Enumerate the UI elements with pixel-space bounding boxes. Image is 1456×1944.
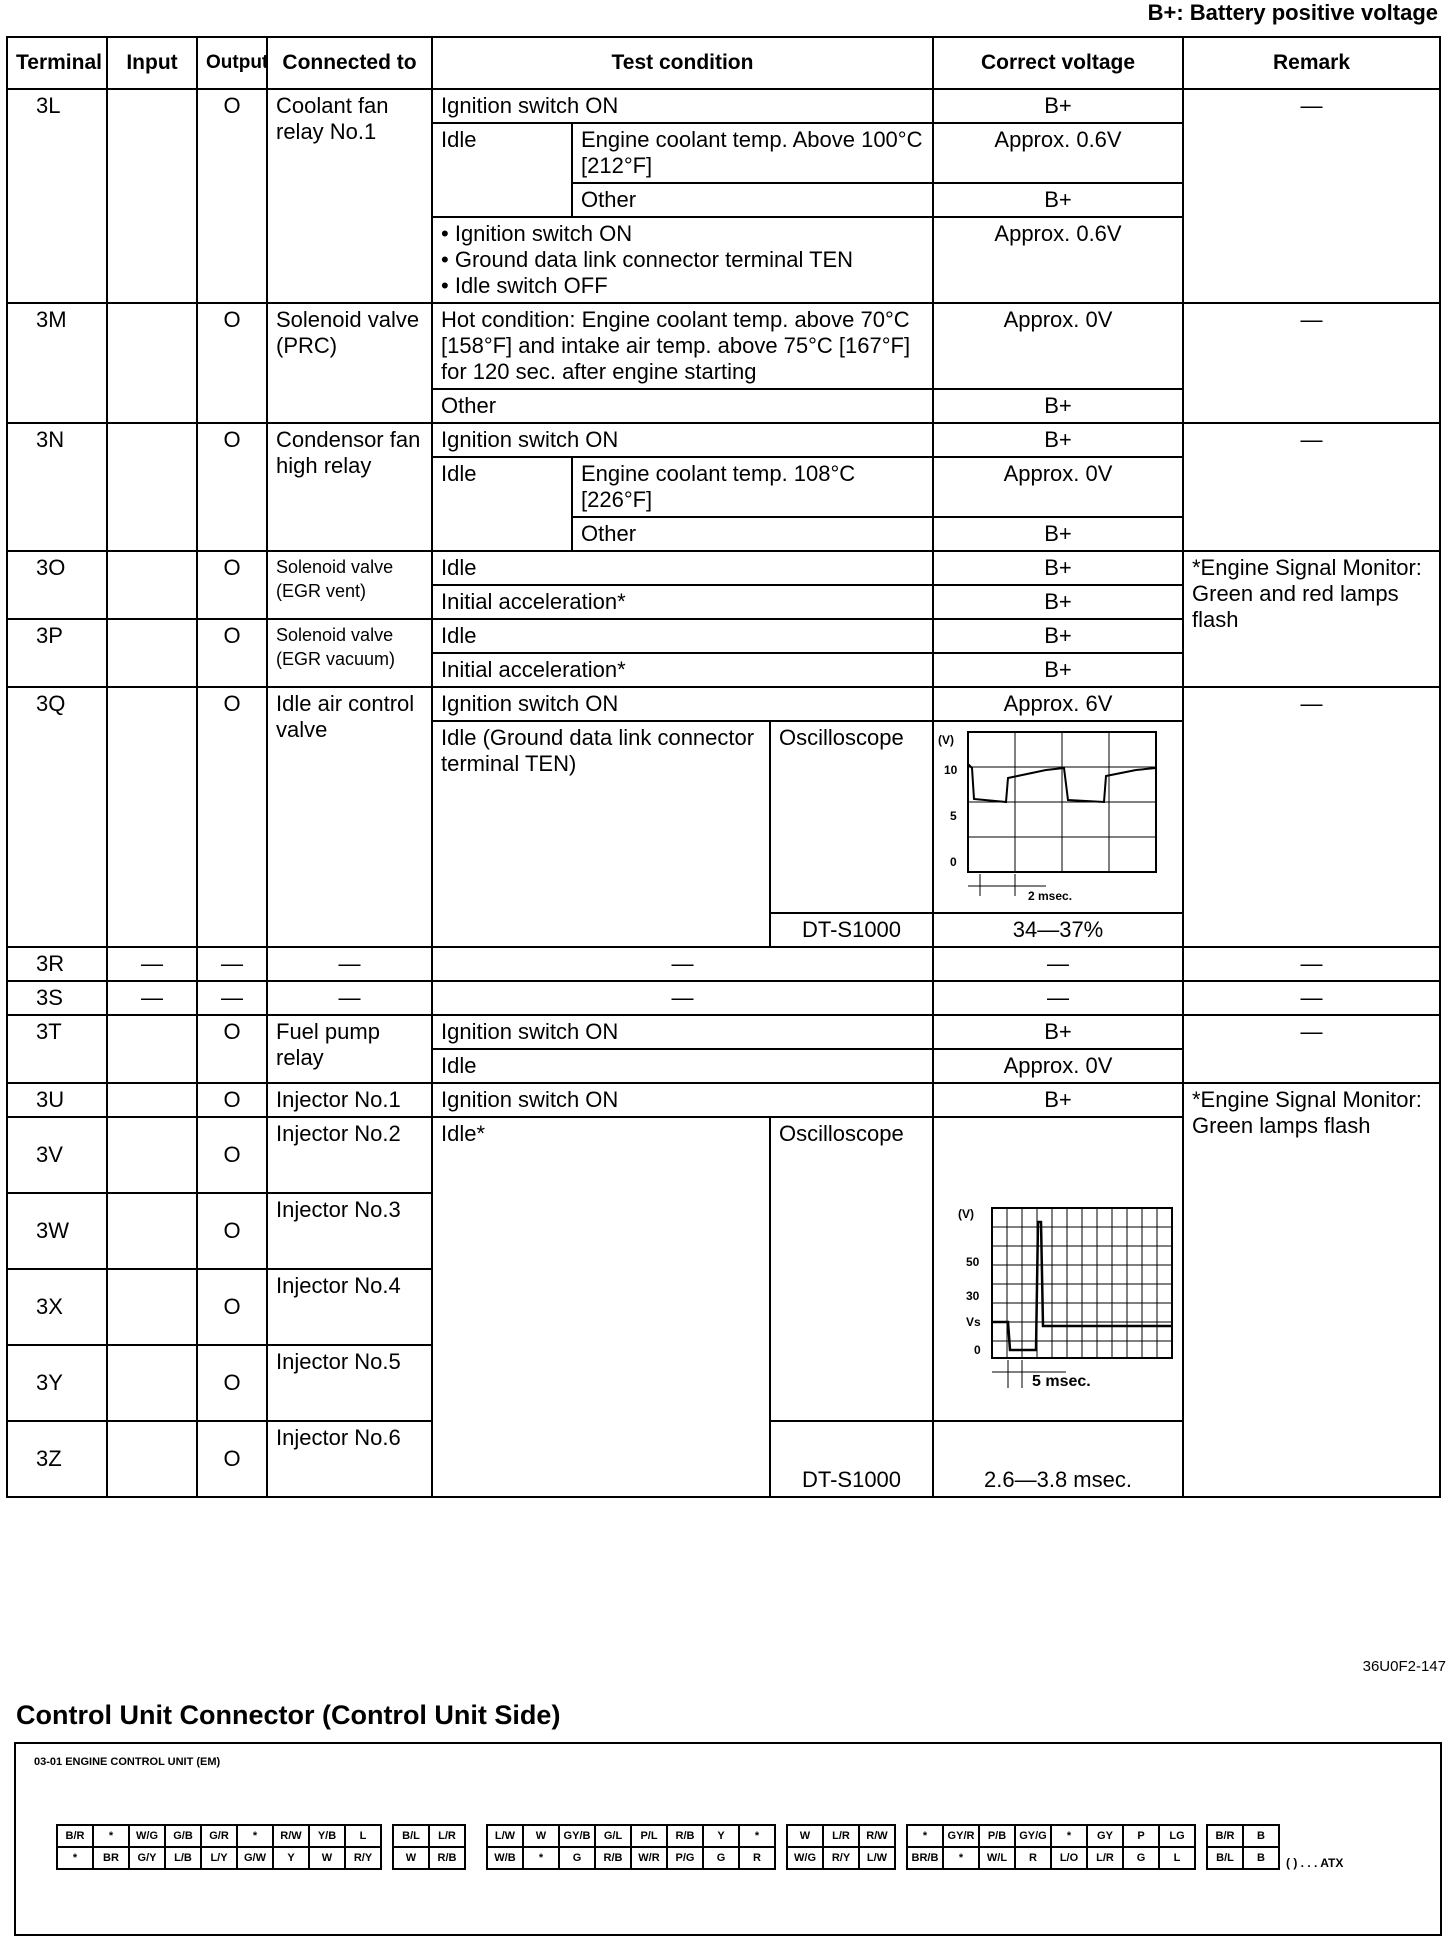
condition-cell: Initial acceleration* <box>432 585 933 619</box>
output-mark: O <box>197 687 267 947</box>
input-cell <box>107 423 197 551</box>
connector-pin: L/Y <box>201 1847 237 1869</box>
connector-pin: R <box>739 1847 775 1869</box>
connector-pin: G <box>703 1847 739 1869</box>
input-cell: — <box>107 981 197 1015</box>
connector-pin: L/O <box>1051 1847 1087 1869</box>
table-row <box>7 687 1440 721</box>
connector-pin: R/Y <box>345 1847 381 1869</box>
remark-cell: *Engine Signal Monitor: Green lamps flash <box>1183 1083 1440 1497</box>
condition-cell: — <box>432 947 933 981</box>
output-mark: O <box>197 89 267 303</box>
connector-pin: R/Y <box>823 1847 859 1869</box>
connector-pin <box>895 1847 907 1869</box>
remark-cell: — <box>1183 981 1440 1015</box>
oscilloscope-label: Oscilloscope <box>770 1117 933 1421</box>
header-row <box>7 37 1440 89</box>
connector-bottom-row <box>487 1847 775 1869</box>
output-mark: O <box>197 1015 267 1083</box>
connector-pin: G/L <box>595 1825 631 1847</box>
condition-cell: Engine coolant temp. Above 100°C [212°F] <box>572 123 933 183</box>
remark-cell: — <box>1183 687 1440 947</box>
connector-pin: * <box>739 1825 775 1847</box>
input-cell <box>107 1015 197 1083</box>
table-row <box>7 89 1440 123</box>
output-mark: O <box>197 1421 267 1497</box>
voltage-cell: Approx. 6V <box>933 687 1183 721</box>
connector-pin <box>895 1825 907 1847</box>
table-row <box>7 423 1440 457</box>
condition-cell: Idle <box>432 123 572 217</box>
condition-cell: Idle <box>432 619 933 653</box>
connector-top-row <box>787 1825 1279 1847</box>
connector-pin: P/L <box>631 1825 667 1847</box>
condition-cell: Other <box>572 517 933 551</box>
voltage-cell: Approx. 0V <box>933 457 1183 517</box>
connector-pin: L/W <box>487 1825 523 1847</box>
graph-unit: (V) <box>938 733 954 747</box>
condition-cell: Idle* <box>432 1117 770 1497</box>
connector-pin: * <box>237 1825 273 1847</box>
voltage-cell: Approx. 0V <box>933 1049 1183 1083</box>
connector-pin: G <box>1123 1847 1159 1869</box>
output-mark: O <box>197 1117 267 1193</box>
connector-pin: W/L <box>979 1847 1015 1869</box>
header-input: Input <box>107 37 197 89</box>
connector-pin: BR <box>93 1847 129 1869</box>
connector-pin: GY/G <box>1015 1825 1051 1847</box>
connector-pin: * <box>943 1847 979 1869</box>
connector-pin: * <box>93 1825 129 1847</box>
connector-pin: B/R <box>57 1825 93 1847</box>
input-cell: — <box>107 947 197 981</box>
connected-cell: Injector No.6 <box>267 1421 432 1497</box>
graph-unit: (V) <box>958 1207 974 1221</box>
terminal-cell: 3U <box>7 1083 107 1117</box>
remark-cell: — <box>1183 89 1440 303</box>
connector-pin: R <box>1015 1847 1051 1869</box>
header-test-condition: Test condition <box>432 37 933 89</box>
waveform-cell <box>933 1117 1183 1421</box>
connector-pin: W <box>309 1847 345 1869</box>
connector-pin: * <box>523 1847 559 1869</box>
connected-cell: — <box>267 981 432 1015</box>
condition-cell: Ignition switch ON <box>432 423 933 457</box>
condition-cell: Other <box>572 183 933 217</box>
connector-pin: L/W <box>859 1847 895 1869</box>
condition-cell: Idle <box>432 1049 933 1083</box>
input-cell <box>107 1421 197 1497</box>
voltage-cell: Approx. 0V <box>933 303 1183 389</box>
connector-pin: G/B <box>165 1825 201 1847</box>
condition-cell: Idle <box>432 551 933 585</box>
voltage-cell: B+ <box>933 585 1183 619</box>
connector-group-2 <box>486 1824 776 1870</box>
input-cell <box>107 687 197 947</box>
graph-y-tick: 5 <box>950 809 957 823</box>
connector-pin: L <box>1159 1847 1195 1869</box>
connector-pin: G/W <box>237 1847 273 1869</box>
connector-group-3 <box>786 1824 1280 1870</box>
connector-pin: W/B <box>487 1847 523 1869</box>
connector-pin: GY/B <box>559 1825 595 1847</box>
connector-pin: W/G <box>787 1847 823 1869</box>
connected-cell: Idle air control valve <box>267 687 432 947</box>
connector-pin: BR/B <box>907 1847 943 1869</box>
connector-pin: R/W <box>273 1825 309 1847</box>
connector-pin: R/B <box>667 1825 703 1847</box>
connector-pin: G <box>559 1847 595 1869</box>
connector-pin <box>1195 1847 1207 1869</box>
connected-cell: Injector No.4 <box>267 1269 432 1345</box>
terminal-cell: 3W <box>7 1193 107 1269</box>
output-mark: O <box>197 551 267 619</box>
voltage-cell: — <box>933 981 1183 1015</box>
terminal-cell: 3S <box>7 981 107 1015</box>
connected-cell: Fuel pump relay <box>267 1015 432 1083</box>
table-row <box>7 1083 1440 1117</box>
table-row <box>7 551 1440 585</box>
condition-cell: Initial acceleration* <box>432 653 933 687</box>
connector-pin: R/B <box>429 1847 465 1869</box>
connected-cell: Coolant fan relay No.1 <box>267 89 432 303</box>
terminal-cell: 3T <box>7 1015 107 1083</box>
output-mark: O <box>197 303 267 423</box>
connected-cell: Solenoid valve (EGR vent) <box>267 551 432 619</box>
terminal-cell: 3V <box>7 1117 107 1193</box>
condition-cell: Engine coolant temp. 108°C [226°F] <box>572 457 933 517</box>
waveform-cell <box>933 721 1183 913</box>
header-remark: Remark <box>1183 37 1440 89</box>
table-row <box>7 1015 1440 1049</box>
header-connected: Connected to <box>267 37 432 89</box>
injector-waveform-graph <box>936 1192 1176 1412</box>
voltage-cell: B+ <box>933 517 1183 551</box>
voltage-cell: 2.6—3.8 msec. <box>933 1421 1183 1497</box>
input-cell <box>107 303 197 423</box>
remark-cell: — <box>1183 423 1440 551</box>
remark-cell: — <box>1183 1015 1440 1083</box>
connector-pin <box>381 1847 393 1869</box>
remark-cell: *Engine Signal Monitor: Green and red lamps flash <box>1183 551 1440 687</box>
connector-pin: B/L <box>1207 1847 1243 1869</box>
connector-label: 03-01 ENGINE CONTROL UNIT (EM) <box>34 1756 221 1768</box>
bullet-item: • Ignition switch ON <box>441 221 924 247</box>
connector-pin: L <box>345 1825 381 1847</box>
connected-cell: Injector No.5 <box>267 1345 432 1421</box>
connector-pin: Y <box>273 1847 309 1869</box>
connector-pin: GY/R <box>943 1825 979 1847</box>
oscilloscope-label: Oscilloscope <box>770 721 933 913</box>
condition-cell: Idle <box>432 457 572 551</box>
connected-cell: Condensor fan high relay <box>267 423 432 551</box>
connector-pin: * <box>907 1825 943 1847</box>
voltage-cell: B+ <box>933 619 1183 653</box>
input-cell <box>107 89 197 303</box>
graph-y-tick: Vs <box>966 1315 981 1329</box>
connector-pin: Y/B <box>309 1825 345 1847</box>
connector-pin: W/R <box>631 1847 667 1869</box>
input-cell <box>107 1193 197 1269</box>
voltage-cell: B+ <box>933 551 1183 585</box>
connector-pin: G/Y <box>129 1847 165 1869</box>
terminal-cell: 3Q <box>7 687 107 947</box>
connector-pin: W <box>787 1825 823 1847</box>
terminal-cell: 3Y <box>7 1345 107 1421</box>
connected-cell: Solenoid valve (EGR vacuum) <box>267 619 432 687</box>
voltage-cell: — <box>933 947 1183 981</box>
output-mark: O <box>197 619 267 687</box>
tester-label: DT-S1000 <box>770 1421 933 1497</box>
connector-pin: P <box>1123 1825 1159 1847</box>
connector-pin: W <box>393 1847 429 1869</box>
terminal-spec-table <box>6 36 1441 1498</box>
output-mark: O <box>197 1083 267 1117</box>
terminal-cell: 3Z <box>7 1421 107 1497</box>
connector-pin: B <box>1243 1825 1279 1847</box>
connected-cell: Injector No.3 <box>267 1193 432 1269</box>
condition-cell: — <box>432 981 933 1015</box>
graph-time-label: 2 msec. <box>1028 889 1073 903</box>
grid-lines <box>992 1208 1172 1358</box>
condition-cell: Ignition switch ON <box>432 1083 933 1117</box>
connector-pin <box>1195 1825 1207 1847</box>
output-mark: O <box>197 1193 267 1269</box>
graph-y-tick: 10 <box>944 763 958 777</box>
connector-top-row <box>57 1825 465 1847</box>
connector-pin: P/G <box>667 1847 703 1869</box>
connector-group-1 <box>56 1824 466 1870</box>
connector-pin: B/L <box>393 1825 429 1847</box>
connector-pin: G/R <box>201 1825 237 1847</box>
input-cell <box>107 1083 197 1117</box>
terminal-cell: 3M <box>7 303 107 423</box>
remark-cell: — <box>1183 947 1440 981</box>
condition-cell: Ignition switch ON <box>432 1015 933 1049</box>
connector-pin: * <box>1051 1825 1087 1847</box>
atx-note: ( ) . . . ATX <box>1286 1856 1344 1870</box>
connector-pin: L/R <box>429 1825 465 1847</box>
voltage-cell: B+ <box>933 423 1183 457</box>
connector-pin <box>381 1825 393 1847</box>
graph-time-label: 5 msec. <box>1032 1373 1091 1390</box>
header-terminal: Terminal <box>7 37 107 89</box>
connector-pin: W <box>523 1825 559 1847</box>
tester-label: DT-S1000 <box>770 913 933 947</box>
connected-cell: — <box>267 947 432 981</box>
graph-y-tick: 30 <box>966 1289 980 1303</box>
connector-pin: * <box>57 1847 93 1869</box>
graph-y-tick: 0 <box>974 1343 981 1357</box>
voltage-cell: Approx. 0.6V <box>933 217 1183 303</box>
iac-waveform-graph <box>936 724 1176 904</box>
connector-pin: B <box>1243 1847 1279 1869</box>
voltage-cell: 34—37% <box>933 913 1183 947</box>
connector-pin: L/R <box>1087 1847 1123 1869</box>
connector-pin: P/B <box>979 1825 1015 1847</box>
connected-cell: Injector No.2 <box>267 1117 432 1193</box>
connector-pin: R/B <box>595 1847 631 1869</box>
connector-diagram <box>14 1742 1442 1936</box>
condition-cell: Idle (Ground data link connector terminal TEN) <box>432 721 770 947</box>
output-cell: — <box>197 981 267 1015</box>
connector-pin: L/B <box>165 1847 201 1869</box>
voltage-cell: B+ <box>933 389 1183 423</box>
connector-pin: L/R <box>823 1825 859 1847</box>
terminal-cell: 3P <box>7 619 107 687</box>
terminal-cell: 3L <box>7 89 107 303</box>
input-cell <box>107 619 197 687</box>
terminal-cell: 3N <box>7 423 107 551</box>
voltage-cell: B+ <box>933 653 1183 687</box>
connector-pin: Y <box>703 1825 739 1847</box>
voltage-cell: Approx. 0.6V <box>933 123 1183 183</box>
connector-pin: W/G <box>129 1825 165 1847</box>
voltage-cell: B+ <box>933 1083 1183 1117</box>
figure-code: 36U0F2-147 <box>1362 1658 1446 1675</box>
graph-y-tick: 0 <box>950 855 957 869</box>
connector-section-title: Control Unit Connector (Control Unit Side) <box>16 1700 561 1730</box>
terminal-cell: 3X <box>7 1269 107 1345</box>
connector-pin: B/R <box>1207 1825 1243 1847</box>
connected-cell: Solenoid valve (PRC) <box>267 303 432 423</box>
connector-top-row <box>487 1825 775 1847</box>
output-mark: O <box>197 1345 267 1421</box>
voltage-cell: B+ <box>933 89 1183 123</box>
output-mark: O <box>197 423 267 551</box>
condition-cell <box>432 217 933 303</box>
input-cell <box>107 1117 197 1193</box>
connector-pin: R/W <box>859 1825 895 1847</box>
table-row <box>7 303 1440 389</box>
bullet-item: • Ground data link connector terminal TEN <box>441 247 924 273</box>
header-correct-voltage: Correct voltage <box>933 37 1183 89</box>
input-cell <box>107 1345 197 1421</box>
condition-cell: Ignition switch ON <box>432 687 933 721</box>
output-cell: — <box>197 947 267 981</box>
connector-pin: LG <box>1159 1825 1195 1847</box>
header-output: Output <box>197 37 267 89</box>
remark-cell: — <box>1183 303 1440 423</box>
table-row <box>7 947 1440 981</box>
connected-cell: Injector No.1 <box>267 1083 432 1117</box>
voltage-cell: B+ <box>933 1015 1183 1049</box>
condition-cell: Other <box>432 389 933 423</box>
input-cell <box>107 1269 197 1345</box>
connector-bottom-row <box>57 1847 465 1869</box>
bullet-item: • Idle switch OFF <box>441 273 924 299</box>
connector-bottom-row <box>787 1847 1279 1869</box>
terminal-cell: 3R <box>7 947 107 981</box>
input-cell <box>107 551 197 619</box>
output-mark: O <box>197 1269 267 1345</box>
terminal-cell: 3O <box>7 551 107 619</box>
voltage-cell: B+ <box>933 183 1183 217</box>
condition-cell: Hot condition: Engine coolant temp. above 70°C [158°F] and intake air temp. above 75°C [167°F] for 120 sec. after engine starting <box>432 303 933 389</box>
condition-cell: Ignition switch ON <box>432 89 933 123</box>
table-row <box>7 981 1440 1015</box>
connector-pin: GY <box>1087 1825 1123 1847</box>
graph-y-tick: 50 <box>966 1255 980 1269</box>
voltage-legend-caption: B+: Battery positive voltage <box>1147 0 1438 25</box>
